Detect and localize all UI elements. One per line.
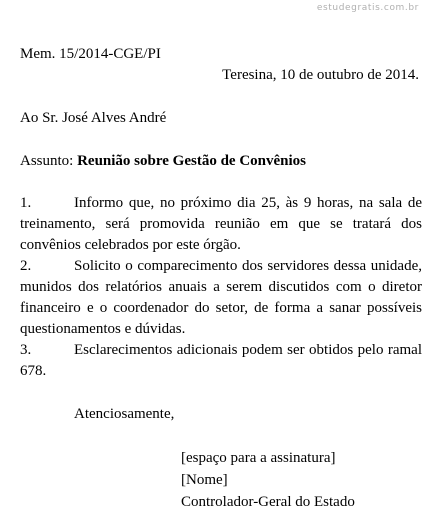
item-text: Informo que, no próximo dia 25, às 9 horas, na sala de treinamento, será promovida reunião em que se tratará dos convênios celebrados por este órgão. <box>20 195 422 253</box>
item-number: 1. <box>20 195 32 211</box>
memo-item-2 <box>20 256 422 340</box>
item-text: Esclarecimentos adicionais podem ser obtidos pelo ramal 678. <box>20 342 422 379</box>
memo-items <box>20 193 422 382</box>
memo-subject <box>20 151 422 172</box>
item-number: 3. <box>20 342 32 358</box>
memo-addressee: Ao Sr. José Alves André <box>20 110 167 126</box>
memo-item-3 <box>20 340 422 382</box>
item-number: 2. <box>20 258 32 274</box>
subject-text: Reunião sobre Gestão de Convênios <box>77 153 306 169</box>
memo-date: Teresina, 10 de outubro de 2014. <box>222 67 419 83</box>
item-text: Solicito o comparecimento dos servidores dessa unidade, munidos dos relatórios anuais a serem discutidos com o diretor financeiro e o coordenador do setor, de forma a sanar possíveis questionamentos e dúvidas. <box>20 258 422 337</box>
signer-name: [Nome] <box>181 472 228 488</box>
memo-document <box>20 44 422 513</box>
subject-label: Assunto: <box>20 153 78 169</box>
watermark-text: estudegratis.com.br <box>316 3 419 13</box>
memo-reference: Mem. 15/2014-CGE/PI <box>20 46 161 62</box>
signature-block <box>20 447 422 513</box>
signature-placeholder: [espaço para a assinatura] <box>181 450 336 466</box>
memo-item-1 <box>20 193 422 256</box>
memo-closing: Atenciosamente, <box>74 406 175 422</box>
signer-title: Controlador-Geral do Estado <box>181 494 355 510</box>
